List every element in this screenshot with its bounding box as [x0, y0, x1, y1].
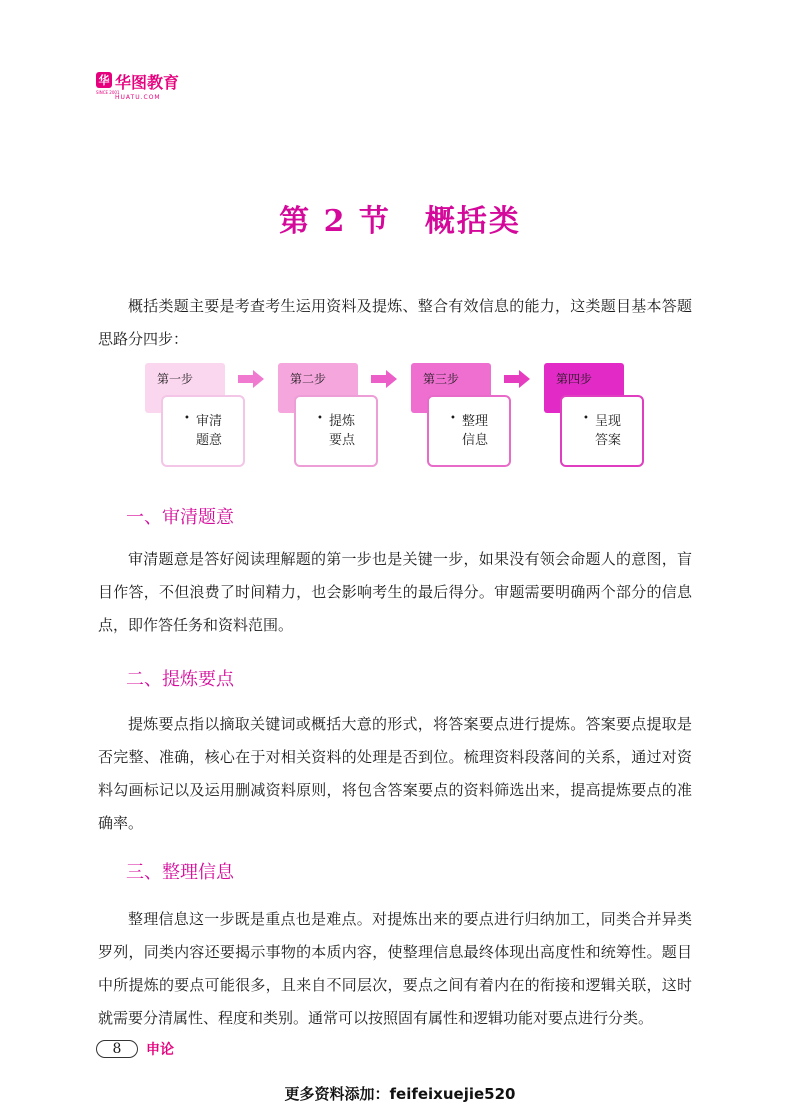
page-number: 8	[96, 1040, 138, 1058]
bullet-icon: •	[450, 413, 456, 424]
heading-extract-points: 二、提炼要点	[126, 669, 234, 690]
arrow-right-icon	[238, 370, 264, 388]
logo-name: 华图教育	[115, 73, 180, 92]
logo-mark-icon: 华	[96, 72, 112, 88]
step-third	[411, 363, 515, 467]
step-label: 第四步	[544, 363, 624, 413]
section-title	[0, 196, 800, 240]
paragraph-review-question: 审清题意是答好阅读理解题的第一步也是关键一步，如果没有领会命题人的意图，盲目作答，不但浪费了时间精力，也会影响考生的最后得分。审题需要明确两个部分的信息点，即作答任务和资料范围。	[98, 550, 692, 634]
brand-logo	[96, 70, 179, 101]
heading-review-question: 一、审清题意	[126, 507, 234, 528]
bullet-icon: •	[583, 413, 589, 424]
step-text: 整理 信息	[461, 414, 488, 448]
step-first	[145, 363, 249, 467]
logo-text	[115, 70, 179, 101]
step-box	[560, 395, 644, 467]
step-second	[278, 363, 382, 467]
step-label: 第三步	[411, 363, 491, 413]
step-text: 审清 题意	[195, 414, 222, 448]
watermark-text: 更多资料添加：feifeixuejie520	[284, 1085, 516, 1103]
logo-domain: HUATU.COM	[115, 94, 161, 101]
paragraph-extract-points: 提炼要点指以摘取关键词或概括大意的形式，将答案要点进行提炼。答案要点提取是否完整、准确，核心在于对相关资料的处理是否到位。梳理资料段落间的关系，通过对资料勾画标记以及运用删减资料原则，将包含答案要点的资料筛选出来，提高提炼要点的准确率。	[98, 715, 692, 832]
step-fourth	[544, 363, 648, 467]
step-label: 第一步	[145, 363, 225, 413]
section-title-suffix: 节	[358, 204, 391, 239]
step-box	[294, 395, 378, 467]
step-label: 第二步	[278, 363, 358, 413]
step-text: 提炼 要点	[328, 414, 355, 448]
step-text: 呈现 答案	[594, 414, 621, 448]
step-box	[161, 395, 245, 467]
book-title: 申论	[146, 1042, 174, 1058]
logo-tagline: SINCE 2001	[96, 90, 120, 95]
heading-organize-info: 三、整理信息	[126, 862, 234, 883]
section-number: 2	[323, 204, 347, 239]
paragraph-organize-info: 整理信息这一步既是重点也是难点。对提炼出来的要点进行归纳加工，同类合并异类罗列，同类内容还要揭示事物的本质内容，使整理信息最终体现出高度性和统筹性。题目中所提炼的要点可能很多，且来自不同层次，要点之间有着内在的衔接和逻辑关联，这时就需要分清属性、程度和类别。通常可以按照固有属性和逻辑功能对要点进行分类。	[98, 910, 692, 1027]
page-footer	[96, 1039, 174, 1059]
intro-paragraph: 概括类题主要是考查考生运用资料及提炼、整合有效信息的能力，这类题目基本答题思路分四步：	[98, 297, 692, 348]
arrow-right-icon	[504, 370, 530, 388]
section-title-prefix: 第	[279, 204, 312, 239]
step-box	[427, 395, 511, 467]
bullet-icon: •	[184, 413, 190, 424]
arrow-right-icon	[371, 370, 397, 388]
section-topic: 概括类	[424, 204, 521, 239]
bullet-icon: •	[317, 413, 323, 424]
